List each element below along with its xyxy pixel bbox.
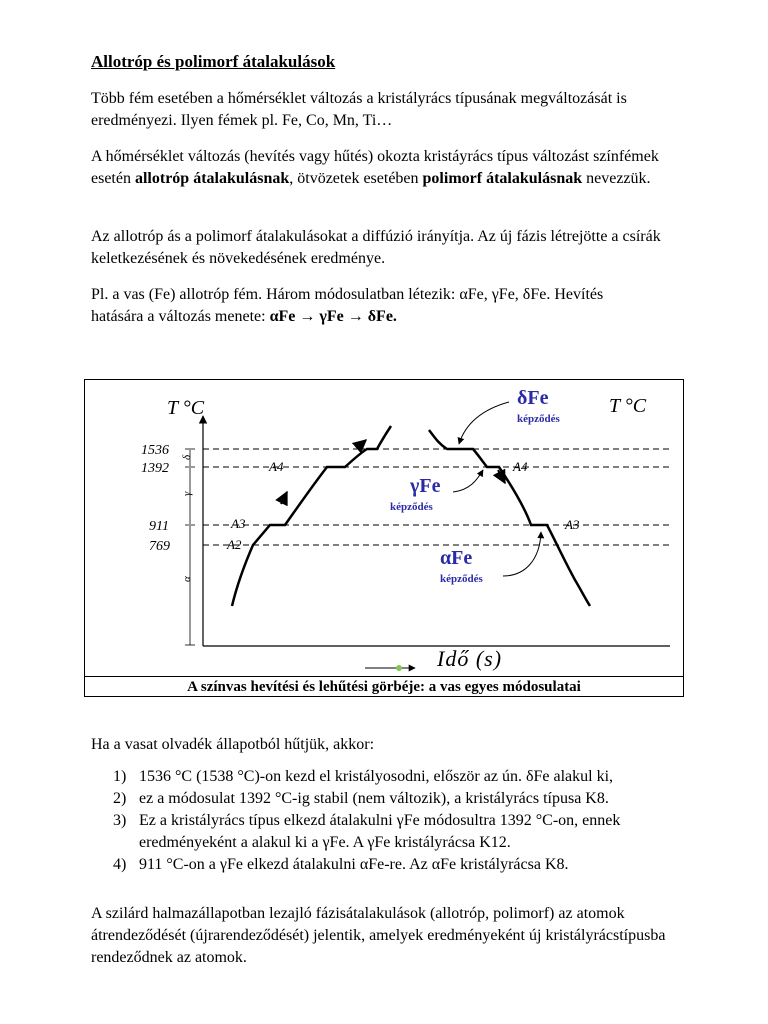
list-item <box>113 766 703 788</box>
heating-cooling-diagram <box>85 380 683 676</box>
heating-arrow-1 <box>281 492 287 504</box>
point-a3-right: A3 <box>565 517 580 532</box>
y-axis-label: T °C <box>167 397 205 419</box>
cooling-steps-list <box>113 766 703 876</box>
definition-paragraph <box>91 146 691 190</box>
heating-arrow-2 <box>358 440 366 447</box>
frame-gap <box>135 380 645 382</box>
list-item-number: 3) <box>113 812 127 829</box>
time-marker-dot <box>396 665 402 671</box>
x-axis-label: Idő (s) <box>437 646 503 671</box>
diffusion-paragraph: Az allotróp ás a polimorf átalakulásokat a diffúzió irányítja. Az új fázis létrejötte a csírák keletkezésének és növekedésének eredménye. <box>91 228 661 267</box>
y-axis-label-right: T °C <box>609 395 647 417</box>
point-a2-left: A2 <box>227 537 242 552</box>
list-item-number: 4) <box>113 856 127 873</box>
definition-term-allotrop: allotróp átalakulásnak <box>134 170 290 187</box>
list-item-number: 1) <box>113 768 127 785</box>
list-item-text: 911 °C-on a γFe elkezd átalakulni αFe-re. Az αFe kristályrácsa K8. <box>139 856 569 873</box>
phase-gamma-label: γ <box>181 491 193 496</box>
annotation-delta-arrow <box>459 402 509 444</box>
definition-text-3: nevezzük. <box>582 170 651 187</box>
iron-text-1: Pl. a vas (Fe) allotróp fém. Három módosulatban létezik: αFe, γFe, δFe. Hevítés <box>91 286 604 303</box>
definition-text-1: A hőmérséklet változás (hevítés vagy hűtés) okozta kristáyrács típus változást színfémek esetén <box>91 148 659 187</box>
heating-curve <box>232 426 391 606</box>
annotation-gamma <box>390 470 483 513</box>
list-intro: Ha a vasat olvadék állapotból hűtjük, akkor: <box>91 736 375 753</box>
temp-1392-label: 1392 <box>141 461 169 476</box>
point-a4-right: A4 <box>513 459 528 474</box>
temp-1536-label: 1536 <box>141 443 169 458</box>
annotation-alpha-arrow <box>503 532 541 576</box>
annotation-alpha-main: αFe <box>440 547 473 569</box>
phase-alpha-label: α <box>181 576 193 582</box>
phase-delta-label: δ <box>181 454 193 460</box>
temp-769-label: 769 <box>149 539 170 554</box>
definition-term-polimorf: polimorf átalakulásnak <box>422 170 583 187</box>
intro-paragraph: Több fém esetében a hőmérséklet változás a kristályrács típusának megváltozását is eredményezi. Ilyen fémek pl. Fe, Co, Mn, Ti… <box>91 90 627 129</box>
figure-caption: A színvas hevítési és lehűtési görbéje: a vas egyes módosulatai <box>84 676 684 697</box>
list-item-text: Ez a kristályrács típus elkezd átalakulni γFe módosultra 1392 °C-on, ennek eredményeként a alakul ki a γFe. A γFe kristályrácsa K12. <box>139 812 621 851</box>
list-item <box>113 854 703 876</box>
definition-text-2: , ötvözetek esetében <box>289 170 423 187</box>
annotation-alpha-sub: képződés <box>440 573 483 585</box>
point-a4-left: A4 <box>269 459 284 474</box>
list-item-text: 1536 °C (1538 °C)-on kezd el kristályosodni, először az ún. δFe alakul ki, <box>139 768 614 785</box>
final-paragraph: A szilárd halmazállapotban lezajló fázisátalakulások (allotróp, polimorf) az atomok átrendeződését (újrarendeződését) jelentik, amelyek eredményeként új kristályrácstípusba rendeződnek az atomok. <box>91 905 666 966</box>
point-a3-left: A3 <box>231 516 246 531</box>
annotation-delta <box>459 387 561 444</box>
figure-frame <box>84 379 684 697</box>
annotation-gamma-sub: képződés <box>390 501 433 513</box>
iron-sequence: αFe → γFe → δFe. <box>269 308 397 325</box>
page-title: Allotróp és polimorf átalakulások <box>91 52 336 71</box>
annotation-delta-main: δFe <box>517 387 549 409</box>
temp-911-label: 911 <box>149 519 169 534</box>
list-item <box>113 788 703 810</box>
list-item <box>113 810 703 854</box>
annotation-alpha <box>440 532 541 585</box>
list-item-text: ez a módosulat 1392 °C-ig stabil (nem változik), a kristályrács típusa K8. <box>139 790 609 807</box>
list-item-number: 2) <box>113 790 127 807</box>
annotation-delta-sub: képződés <box>517 413 560 425</box>
iron-paragraph <box>91 284 691 328</box>
annotation-gamma-arrow <box>453 470 483 492</box>
annotation-gamma-main: γFe <box>410 475 441 497</box>
iron-text-2: hatására a változás menete: <box>91 308 270 325</box>
